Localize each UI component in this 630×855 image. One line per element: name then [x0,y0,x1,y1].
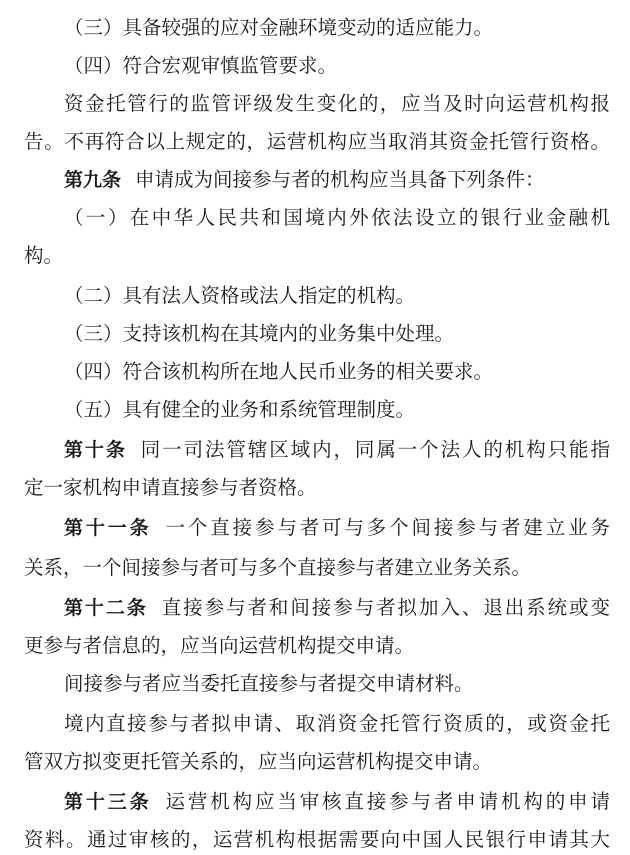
article-heading: 第十条 [64,439,127,461]
article-heading: 第十三条 [64,791,152,813]
text-line [0,395,630,425]
line-text: 一个直接参与者可与多个间接参与者建立业务 [165,516,610,539]
line-text: 运营机构应当审核直接参与者申请机构的申请 [165,790,610,813]
text-line [0,357,630,387]
line-text: （二）具有法人资格或法人指定的机构。 [64,284,416,307]
article-heading: 第十二条 [64,597,148,619]
article-line [0,435,630,465]
text-line [0,747,630,777]
text-line [0,89,630,119]
text-line [0,473,630,503]
line-text: 资金托管行的监管评级发生变化的，应当及时向运营机构报 [64,92,610,115]
line-text: 告。不再符合以上规定的，运营机构应当取消其资金托管行资格。 [24,130,610,153]
text-line [0,51,630,81]
text-line [0,709,630,739]
text-line [0,203,630,233]
line-text: 构。 [24,244,64,267]
text-line [0,127,630,157]
line-text: 同一司法管辖区域内，同属一个法人的机构只能指 [140,438,610,461]
line-text: 关系，一个间接参与者可与多个直接参与者建立业务关系。 [24,556,532,579]
text-line [0,553,630,583]
line-text: 申请成为间接参与者的机构应当具备下列条件： [135,168,545,191]
line-text: 境内直接参与者拟申请、取消资金托管行资质的，或资金托 [64,712,610,735]
text-line [0,669,630,699]
text-line [0,241,630,271]
line-text: 间接参与者应当委托直接参与者提交申请材料。 [64,672,474,695]
line-text: 资料。通过审核的，运营机构根据需要向中国人民银行申请其大 [24,828,610,851]
article-line [0,593,630,623]
article-heading: 第十一条 [64,517,152,539]
article-line [0,787,630,817]
article-heading: 第九条 [64,169,122,191]
line-text: （一）在中华人民共和国境内外依法设立的银行业金融机 [64,206,610,229]
line-text: （三）支持该机构在其境内的业务集中处理。 [64,322,455,345]
line-text: （四）符合该机构所在地人民币业务的相关要求。 [64,360,494,383]
text-line [0,13,630,43]
line-text: 直接参与者和间接参与者拟加入、退出系统或变 [161,596,610,619]
text-line [0,281,630,311]
line-text: （五）具有健全的业务和系统管理制度。 [64,398,416,421]
line-text: （四）符合宏观审慎监管要求。 [64,54,338,77]
line-text: 更参与者信息的，应当向运营机构提交申请。 [24,634,415,657]
text-line [0,319,630,349]
line-text: 定一家机构申请直接参与者资格。 [24,476,317,499]
article-line [0,513,630,543]
line-text: （三）具备较强的应对金融环境变动的适应能力。 [64,16,494,39]
line-text: 管双方拟变更托管关系的，应当向运营机构提交申请。 [24,750,493,773]
text-line [0,631,630,661]
article-line [0,165,630,195]
